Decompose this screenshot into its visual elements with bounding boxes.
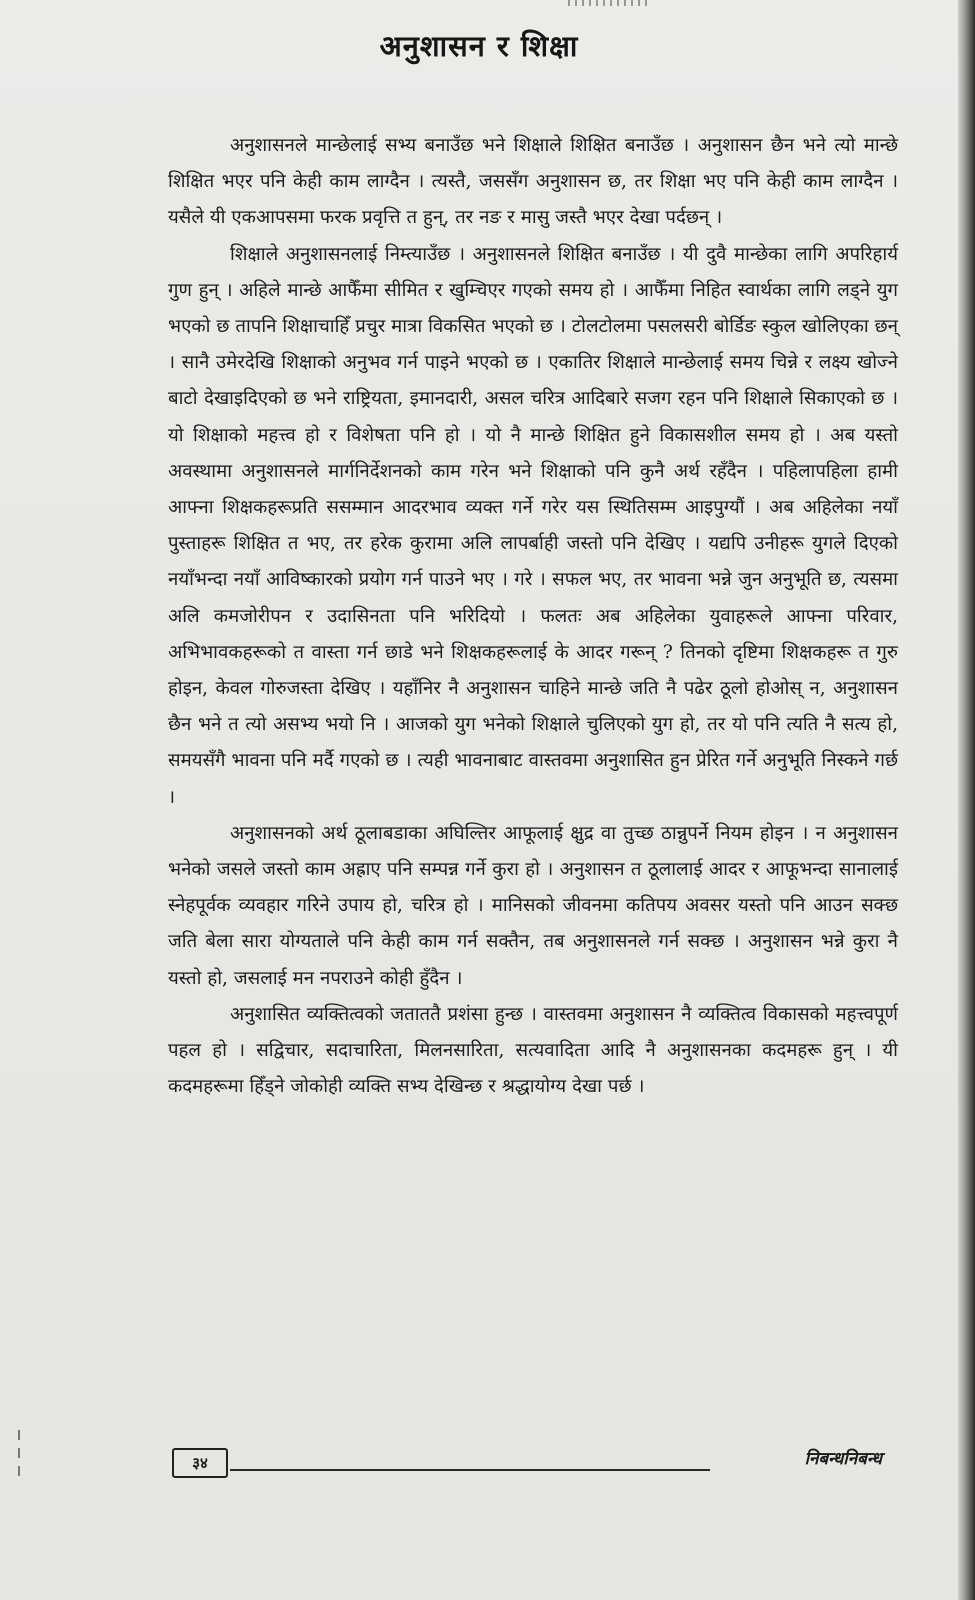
book-spine-shadow bbox=[958, 0, 975, 1600]
page-footer bbox=[172, 1446, 892, 1482]
essay-body bbox=[168, 128, 898, 1105]
footer-rule bbox=[230, 1469, 710, 1471]
page-title: अनुशासन र शिक्षा bbox=[379, 29, 579, 63]
top-edge-mark bbox=[568, 0, 652, 6]
margin-mark bbox=[18, 1448, 20, 1458]
margin-mark bbox=[18, 1430, 20, 1440]
paragraph-3: अनुशासनको अर्थ ठूलाबडाका अघिल्तिर आफूलाई क्षुद्र वा तुच्छ ठान्नुपर्ने नियम होइन । न अनुशासन भनेको जसले जस्तो काम अह्राए पनि सम्पन्न गर्ने कुरा हो । अनुशासन त ठूलालाई आदर र आफूभन्दा सानालाई स्नेहपूर्वक व्यवहार गरिने उपाय हो, चरित्र हो । मानिसको जीवनमा कतिपय अवसर यस्तो पनि आउन सक्छ जति बेला सारा योग्यताले पनि केही काम गर्न सक्तैन, तब अनुशासनले गर्न सक्छ । अनुशासन भन्ने कुरा नै यस्तो हो, जसलाई मन नपराउने कोही हुँदैन । bbox=[168, 822, 898, 989]
paragraph-1: अनुशासनले मान्छेलाई सभ्य बनाउँछ भने शिक्षाले शिक्षित बनाउँछ । अनुशासन छैन भने त्यो मान्छे शिक्षित भएर पनि केही काम लाग्दैन । त्यस्तै, जससँग अनुशासन छ, तर शिक्षा भए पनि केही काम लाग्दैन । यसैले यी एकआपसमा फरक प्रवृत्ति त हुन्, तर नङ र मासु जस्तै भएर देखा पर्दछन् । bbox=[168, 135, 898, 229]
book-name: निबन्धनिबन्ध bbox=[804, 1449, 882, 1469]
page-number: ३४ bbox=[172, 1448, 228, 1478]
margin-mark bbox=[18, 1466, 20, 1476]
paragraph-2: शिक्षाले अनुशासनलाई निम्त्याउँछ । अनुशासनले शिक्षित बनाउँछ । यी दुवै मान्छेका लागि अपरिहार्य गुण हुन् । अहिले मान्छे आफैँमा सीमित र खुम्चिएर गएको समय हो । आफैँमा निहित स्वार्थका लागि लड्ने युग भएको छ तापनि शिक्षाचाहिँ प्रचुर मात्रा विकसित भएको छ । टोलटोलमा पसलसरी बोर्डिङ स्कुल खोलिएका छन् । सानै उमेरदेखि शिक्षाको अनुभव गर्न पाइने भएको छ । एकातिर शिक्षाले मान्छेलाई समय चिन्ने र लक्ष्य खोज्ने बाटो देखाइदिएको छ भने राष्ट्रियता, इमानदारी, असल चरित्र आदिबारे सजग रहन पनि शिक्षाले सिकाएको छ । यो शिक्षाको महत्त्व हो र विशेषता पनि हो । यो नै मान्छे शिक्षित हुने विकासशील समय हो । अब यस्तो अवस्थामा अनुशासनले मार्गनिर्देशनको काम गरेन भने शिक्षाको पनि कुनै अर्थ रहँदैन । पहिलापहिला हामी आफ्ना शिक्षकहरूप्रति ससम्मान आदरभाव व्यक्त गर्ने गरेर यस स्थितिसम्म आइपुग्यौं । अब अहिलेका नयाँ पुस्ताहरू शिक्षित त भए, तर हरेक कुरामा अलि लापर्बाही जस्तो पनि देखिए । यद्यपि उनीहरू युगले दिएको नयाँभन्दा नयाँ आविष्कारको प्रयोग गर्न पाउने भए । गरे । सफल भए, तर भावना भन्ने जुन अनुभूति छ, त्यसमा अलि कमजोरीपन र उदासिनता पनि भरिदियो । फलतः अब अहिलेका युवाहरूले आफ्ना परिवार, अभिभावकहरूको त वास्ता गर्न छाडे भने शिक्षकहरूलाई के आदर गरून् ? तिनको दृष्टिमा शिक्षकहरू त गुरु होइन, केवल गोरुजस्ता देखिए । यहाँनिर नै अनुशासन चाहिने मान्छे जति नै पढेर ठूलो होओस् न, अनुशासन छैन भने त त्यो असभ्य भयो नि । आजको युग भनेको शिक्षाले चुलिएको युग हो, तर यो पनि त्यति नै सत्य हो, समयसँगै भावना पनि मर्दै गएको छ । त्यही भावनाबाट वास्तवमा अनुशासित हुन प्रेरित गर्ने अनुभूति निस्कने गर्छ । bbox=[168, 243, 898, 808]
paragraph-4: अनुशासित व्यक्तित्वको जताततै प्रशंसा हुन्छ । वास्तवमा अनुशासन नै व्यक्तित्व विकासको महत्त्वपूर्ण पहल हो । सद्विचार, सदाचारिता, मिलनसारिता, सत्यवादिता आदि नै अनुशासनका कदमहरू हुन् । यी कदमहरूमा हिँड्ने जोकोही व्यक्ति सभ्य देखिन्छ र श्रद्धायोग्य देखा पर्छ । bbox=[168, 1003, 898, 1098]
